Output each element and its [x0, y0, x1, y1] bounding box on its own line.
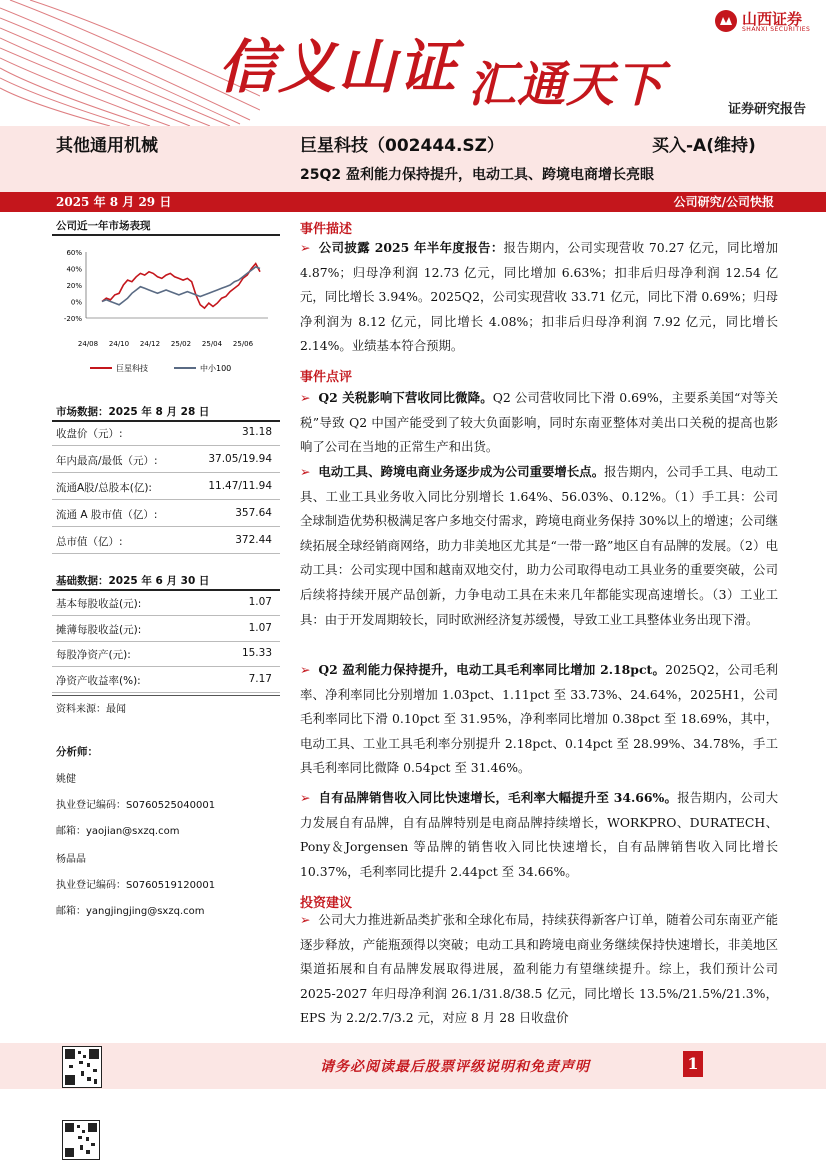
x-tick-label: 25/02: [170, 340, 192, 348]
page-number: 1: [683, 1051, 703, 1077]
paragraph: [300, 658, 778, 781]
rating: 买入-A(维持): [652, 136, 756, 156]
paragraph: [300, 908, 778, 1031]
qr-code-icon: [62, 1046, 102, 1088]
row-label: 摊薄每股收益(元):: [56, 623, 142, 636]
report-type: 证券研究报告: [727, 102, 806, 117]
shanxi-securities-logo-icon: [714, 9, 738, 33]
row-label: 流通 A 股市值（亿）:: [56, 509, 158, 521]
paragraph-text: 报告期内，公司大力发展自有品牌，自有品牌特别是电商品牌持续增长，WORKPRO、DURATECH、Pony＆Jorgensen 等品牌的销售收入同比快速增长，自有品牌销售收入同比增长 10.37%，毛利率同比提升 2.44pct 至 34.66%。: [300, 790, 779, 879]
data-row: [56, 480, 272, 495]
analyst-reg: 执业登记编码：S0760525040001: [56, 800, 216, 811]
divider: [52, 695, 280, 696]
row-label: 收盘价（元）:: [56, 428, 123, 440]
divider: [52, 234, 280, 236]
data-row: [56, 534, 272, 549]
paragraph-text: Q2 公司营收同比下滑 0.69%，主要系美国“对等关税”导致 Q2 中国产能受到了较大负面影响，同时东南亚整体对美出口关税的提高也影响了公司在当地的正常生产和出货。: [300, 390, 778, 455]
paragraph-text: 报告期内，公司手工具、电动工具、工业工具业务收入同比分别增长 1.64%、56.03%、0.12%。（1）手工具：公司全球制造优势积极满足客户多地交付需求，跨境电商业务保持 30%以上的增速；公司继续拓展全球经销商网络，助力非美地区尤其是“一带一路”地区自有品牌的发展。（2）电动工具：公司实现中国和越南双地交付，助力公司取得电动工具业务的重要突破，公司后续将持续开展产品创新，力争电动工具在未来几年都能实现高速增长。（3）工业工具：由于开发周期较长，同时欧洲经济复苏缓慢，导致工业工具整体业务出现下滑。: [300, 464, 778, 627]
row-label: 流通A股/总股本(亿):: [56, 482, 152, 494]
section-title: 投资建议: [300, 896, 353, 911]
company-name: 巨星科技（002444.SZ）: [300, 136, 504, 156]
row-value: 357.64: [235, 507, 272, 519]
y-tick-label: 40%: [66, 265, 82, 274]
data-row: [56, 453, 272, 468]
paragraph-text: 公司大力推进新品类扩张和全球化布局，持续获得新客户订单，随着公司东南亚产能逐步释放，产能瓶颈得以突破；电动工具和跨境电商业务继续保持快速增长，非美地区渠道拓展和自有品牌发展取得进展，盈利能力有望继续提升。综上，我们预计公司 2025-2027 年归母净利润 26.1/31.8/38.5 亿元，同比增长 13.5%/21.5%/21.3%，EPS 为 2.2/2.7/3.2 元，对应 8 月 28 日收盘价: [300, 912, 778, 1026]
paragraph: [300, 786, 778, 884]
analyst-email[interactable]: 邮箱：yaojian@sxzq.com: [56, 826, 180, 837]
y-tick-label: -20%: [63, 315, 82, 323]
paragraph-lead: 自有品牌销售收入同比快速增长，毛利率大幅提升至 34.66%。: [318, 790, 678, 805]
row-label: 每股净资产(元):: [56, 649, 131, 661]
slogan-part2: 汇通天下: [468, 57, 665, 113]
data-row: [56, 647, 272, 662]
paragraph-lead: Q2 盈利能力保持提升，电动工具毛利率同比增加 2.18pct。: [318, 662, 666, 677]
x-tick-label: 25/06: [232, 340, 254, 348]
row-divider: [52, 666, 280, 667]
bullet-arrow-icon: ➢: [300, 662, 311, 677]
row-divider: [52, 641, 280, 642]
slogan-part1: 信义山证: [218, 33, 459, 101]
row-divider: [52, 472, 280, 473]
row-value: 37.05/19.94: [208, 453, 272, 465]
industry: 其他通用机械: [56, 136, 158, 156]
row-label: 净资产收益率(%):: [56, 674, 141, 687]
data-row: [56, 426, 272, 441]
data-source: 资料来源：最闻: [56, 704, 126, 715]
row-divider: [52, 692, 280, 693]
row-divider: [52, 553, 280, 554]
data-row: [56, 673, 272, 688]
chart-title: 公司近一年市场表现: [56, 220, 151, 232]
paragraph-lead: Q2 关税影响下营收同比微降。: [318, 390, 493, 405]
bullet-arrow-icon: ➢: [300, 464, 311, 479]
basic-data-title: 基础数据：2025 年 6 月 30 日: [56, 575, 210, 587]
paragraph: [300, 460, 778, 632]
data-row: [56, 596, 272, 611]
divider: [52, 420, 280, 422]
qr-code-icon: [62, 1120, 100, 1160]
disclaimer: 请务必阅读最后股票评级说明和免责声明: [320, 1059, 590, 1075]
analyst-name: 姚健: [56, 774, 76, 785]
bullet-arrow-icon: ➢: [300, 912, 311, 927]
x-tick-label: 24/08: [77, 340, 99, 348]
divider: [52, 589, 280, 591]
analyst-reg: 执业登记编码：S0760519120001: [56, 880, 216, 891]
report-date: 2025 年 8 月 29 日: [56, 195, 172, 209]
section-title: 事件描述: [300, 222, 353, 237]
series-line: [102, 264, 260, 309]
paragraph-text: 报告期内，公司实现营收 70.27 亿元，同比增加 4.87%；归母净利润 12.73 亿元，同比增加 6.63%；扣非后归母净利润 12.54 亿元，同比增长 3.94%。2025Q2，公司实现营收 33.71 亿元，同比下滑 0.69%；归母净利润为 8.12 亿元，同比增长 4.08%；扣非后归母净利润 7.92 亿元，同比增长 2.14%。业绩基本符合预期。: [300, 240, 778, 354]
paragraph-text: 2025Q2，公司毛利率、净利率同比分别增加 1.03pct、1.11pct 至 33.73%、24.64%，2025H1，公司毛利率同比下滑 0.10pct 至 31.95%，净利率同比增加 0.38pct 至 18.69%，其中，电动工具、工业工具毛利率分别提升 2.18pct、0.14pct 至 28.99%、34.78%，手工具毛利率同比微降 0.54pct 至 31.46%。: [300, 662, 778, 776]
row-value: 15.33: [241, 647, 272, 659]
y-tick-label: 0%: [70, 298, 82, 307]
row-label: 总市值（亿）:: [56, 536, 123, 548]
row-value: 11.47/11.94: [208, 480, 272, 492]
paragraph-lead: 公司披露 2025 年半年度报告：: [318, 240, 504, 255]
section-title: 事件点评: [300, 370, 353, 385]
row-divider: [52, 445, 280, 446]
logo-name: 山西证券: [742, 10, 803, 28]
market-data-title: 市场数据：2025 年 8 月 28 日: [56, 406, 210, 418]
bullet-arrow-icon: ➢: [300, 790, 311, 805]
row-value: 7.17: [248, 672, 272, 685]
row-value: 1.07: [248, 621, 272, 634]
legend-label: 巨星科技: [116, 364, 148, 373]
headline: 25Q2 盈利能力保持提升，电动工具、跨境电商增长亮眼: [300, 167, 654, 183]
research-type: 公司研究/公司快报: [673, 195, 774, 209]
header-banner: [0, 0, 826, 128]
row-divider: [52, 615, 280, 616]
analyst-name: 杨晶晶: [56, 854, 86, 865]
x-tick-label: 24/10: [108, 340, 130, 348]
market-chart: [56, 244, 272, 376]
row-divider: [52, 499, 280, 500]
analyst-email[interactable]: 邮箱：yangjingjing@sxzq.com: [56, 906, 205, 917]
y-tick-label: 20%: [66, 282, 82, 290]
bullet-arrow-icon: ➢: [300, 390, 311, 405]
data-row: [56, 507, 272, 522]
row-value: 1.07: [248, 596, 272, 608]
row-value: 31.18: [241, 426, 272, 438]
analyst-title: 分析师：: [56, 746, 98, 758]
logo-english: SHANXI SECURITIES: [742, 26, 811, 33]
row-divider: [52, 526, 280, 527]
row-label: 年内最高/最低（元）:: [56, 455, 158, 467]
data-row: [56, 622, 272, 637]
row-value: 372.44: [235, 534, 272, 546]
y-tick-label: 60%: [66, 249, 82, 257]
paragraph-lead: 电动工具、跨境电商业务逐步成为公司重要增长点。: [318, 464, 605, 479]
x-tick-label: 24/12: [139, 340, 161, 348]
x-tick-label: 25/04: [201, 340, 223, 348]
bullet-arrow-icon: ➢: [300, 240, 311, 255]
row-label: 基本每股收益(元):: [56, 598, 142, 610]
paragraph: [300, 386, 778, 460]
paragraph: [300, 236, 778, 359]
legend-label: 中小100: [200, 364, 232, 373]
